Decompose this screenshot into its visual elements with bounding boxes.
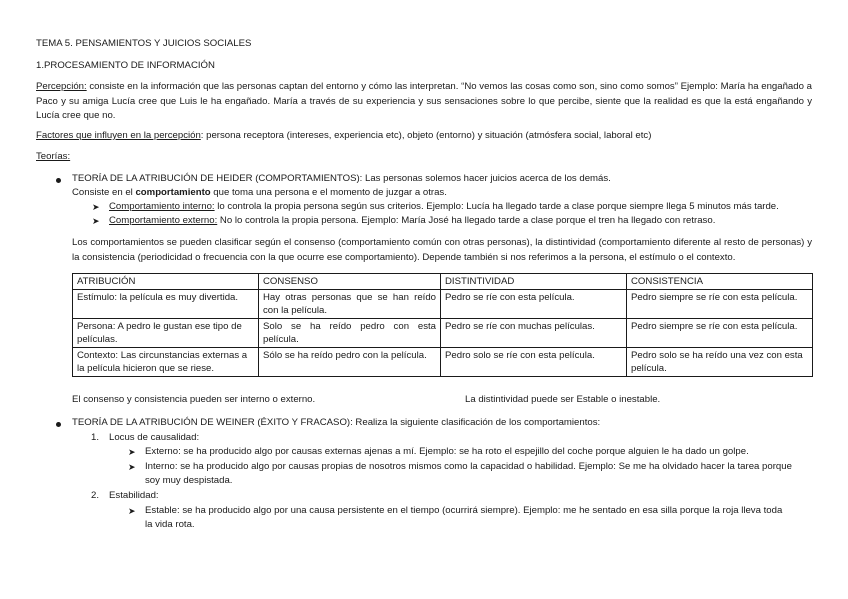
- externo-weiner: Externo: se ha producido algo por causas externas ajenas a mí. Ejemplo: se ha roto el espejillo del coche porque alguien le ha dado un golpe.: [145, 446, 749, 457]
- table-cell: Persona: A pedro le gustan ese tipo de películas.: [73, 319, 259, 348]
- consiste-pre: Consiste en el: [72, 187, 136, 198]
- table-cell: Pedro siempre se ríe con esta película.: [627, 319, 813, 348]
- section-heading: 1.PROCESAMIENTO DE INFORMACIÓN: [36, 60, 215, 71]
- bullet-icon: [56, 178, 61, 183]
- consiste-bold: comportamiento: [135, 187, 211, 198]
- table-cell: Hay otras personas que se han reído con la película.: [259, 290, 441, 319]
- table-header-row: [73, 274, 813, 290]
- list-number: 2.: [91, 490, 100, 501]
- estable-line1: Estable: se ha producido algo por una causa persistente en el tiempo (ocurrirá siempre). Ejemplo: me he sentado en esa silla porque la roja lleva toda: [145, 505, 783, 516]
- table-header-cell: DISTINTIVIDAD: [441, 274, 627, 290]
- heider-heading: TEORÍA DE LA ATRIBUCIÓN DE HEIDER (COMPORTAMIENTOS): Las personas solemos hacer juicios acerca de los demás.: [72, 173, 611, 184]
- table-header-cell: CONSENSO: [259, 274, 441, 290]
- arrow-bullet-icon: ➤: [128, 447, 136, 457]
- interno-weiner-line1: Interno: se ha producido algo por causas propias de nosotros mismos como la capacidad o habilidad. Ejemplo: Se me ha olvidado hacer la tarea porque: [145, 461, 792, 472]
- table-cell: Pedro solo se ríe con esta película.: [441, 348, 627, 377]
- teorias-label: Teorías:: [36, 151, 71, 162]
- percepcion-label: Percepción:: [36, 81, 87, 92]
- table-header-cell: CONSISTENCIA: [627, 274, 813, 290]
- percepcion-paragraph: [36, 80, 812, 124]
- bullet-icon: [56, 422, 61, 427]
- factores-text: : persona receptora (intereses, experiencia etc), objeto (entorno) y situación (atmósfera social, laboral etc): [200, 130, 652, 141]
- attribution-table: [72, 273, 813, 377]
- estabilidad-item: Estabilidad:: [109, 490, 159, 501]
- note-consenso: El consenso y consistencia pueden ser interno o externo.: [72, 394, 316, 405]
- heider-consiste: [72, 186, 447, 201]
- table-cell: Pedro se ríe con esta película.: [441, 290, 627, 319]
- consiste-post: que toma una persona e el momento de juzgar a otras.: [210, 187, 447, 198]
- externo-text: No lo controla la propia persona. Ejemplo: María José ha llegado tarde a clase porque el tren ha llegado con retraso.: [217, 215, 716, 226]
- interno-label: Comportamiento interno:: [109, 201, 215, 212]
- table-row: [73, 348, 813, 377]
- clasificacion-paragraph: Los comportamientos se pueden clasificar según el consenso (comportamiento común con otras personas), la distintividad (comportamiento diferente al resto de personas) y la consistencia (periodicidad o frecuencia con la que ocurre ese comportamiento). Depende también si nos referimos a la persona, el estímulo o el contexto.: [72, 237, 812, 263]
- weiner-heading: TEORÍA DE LA ATRIBUCIÓN DE WEINER (ÉXITO Y FRACASO): Realiza la siguiente clasificación de los comportamientos:: [72, 417, 601, 428]
- interno-text: lo controla la propia persona según sus criterios. Ejemplo: Lucía ha llegado tarde a clase porque siempre llega 5 minutos más tarde.: [214, 201, 779, 212]
- table-cell: Estímulo: la película es muy divertida.: [73, 290, 259, 319]
- table-cell: Pedro siempre se ríe con esta película.: [627, 290, 813, 319]
- table-cell: Contexto: Las circunstancias externas a la película hicieron que se riese.: [73, 348, 259, 377]
- percepcion-text: consiste en la información que las personas captan del entorno y cómo las interpretan. “No vemos las cosas como son, sino como somos” Ejemplo: María ha engañado a Paco y su amiga Lucía cree que Luis le ha engañado. María a través de su experiencia y sus sensaciones sobre lo que percibe, siente que la realidad es que la está engañando y Lucía cree que no.: [36, 81, 812, 121]
- arrow-bullet-icon: ➤: [128, 462, 136, 472]
- arrow-bullet-icon: ➤: [128, 506, 136, 516]
- externo-label: Comportamiento externo:: [109, 215, 218, 226]
- table-header-cell: ATRIBUCIÓN: [73, 274, 259, 290]
- arrow-bullet-icon: ➤: [92, 202, 100, 212]
- table-cell: Pedro se ríe con muchas películas.: [441, 319, 627, 348]
- interno-item: [109, 200, 779, 215]
- locus-item: Locus de causalidad:: [109, 432, 200, 443]
- table-row: [73, 290, 813, 319]
- factores-label: Factores que influyen en la percepción: [36, 130, 201, 141]
- list-number: 1.: [91, 432, 100, 443]
- arrow-bullet-icon: ➤: [92, 216, 100, 226]
- estable-line2: la vida rota.: [145, 519, 195, 530]
- interno-weiner-line2: soy muy despistada.: [145, 475, 233, 486]
- document-title: TEMA 5. PENSAMIENTOS Y JUICIOS SOCIALES: [36, 38, 252, 49]
- table-cell: Pedro solo se ha reído una vez con esta película.: [627, 348, 813, 377]
- table-row: [73, 319, 813, 348]
- externo-item: [109, 214, 715, 229]
- note-distintividad: La distintividad puede ser Estable o inestable.: [465, 394, 661, 405]
- factores-paragraph: [36, 129, 651, 144]
- table-cell: Solo se ha reído pedro con esta película.: [259, 319, 441, 348]
- table-cell: Sólo se ha reído pedro con la película.: [259, 348, 441, 377]
